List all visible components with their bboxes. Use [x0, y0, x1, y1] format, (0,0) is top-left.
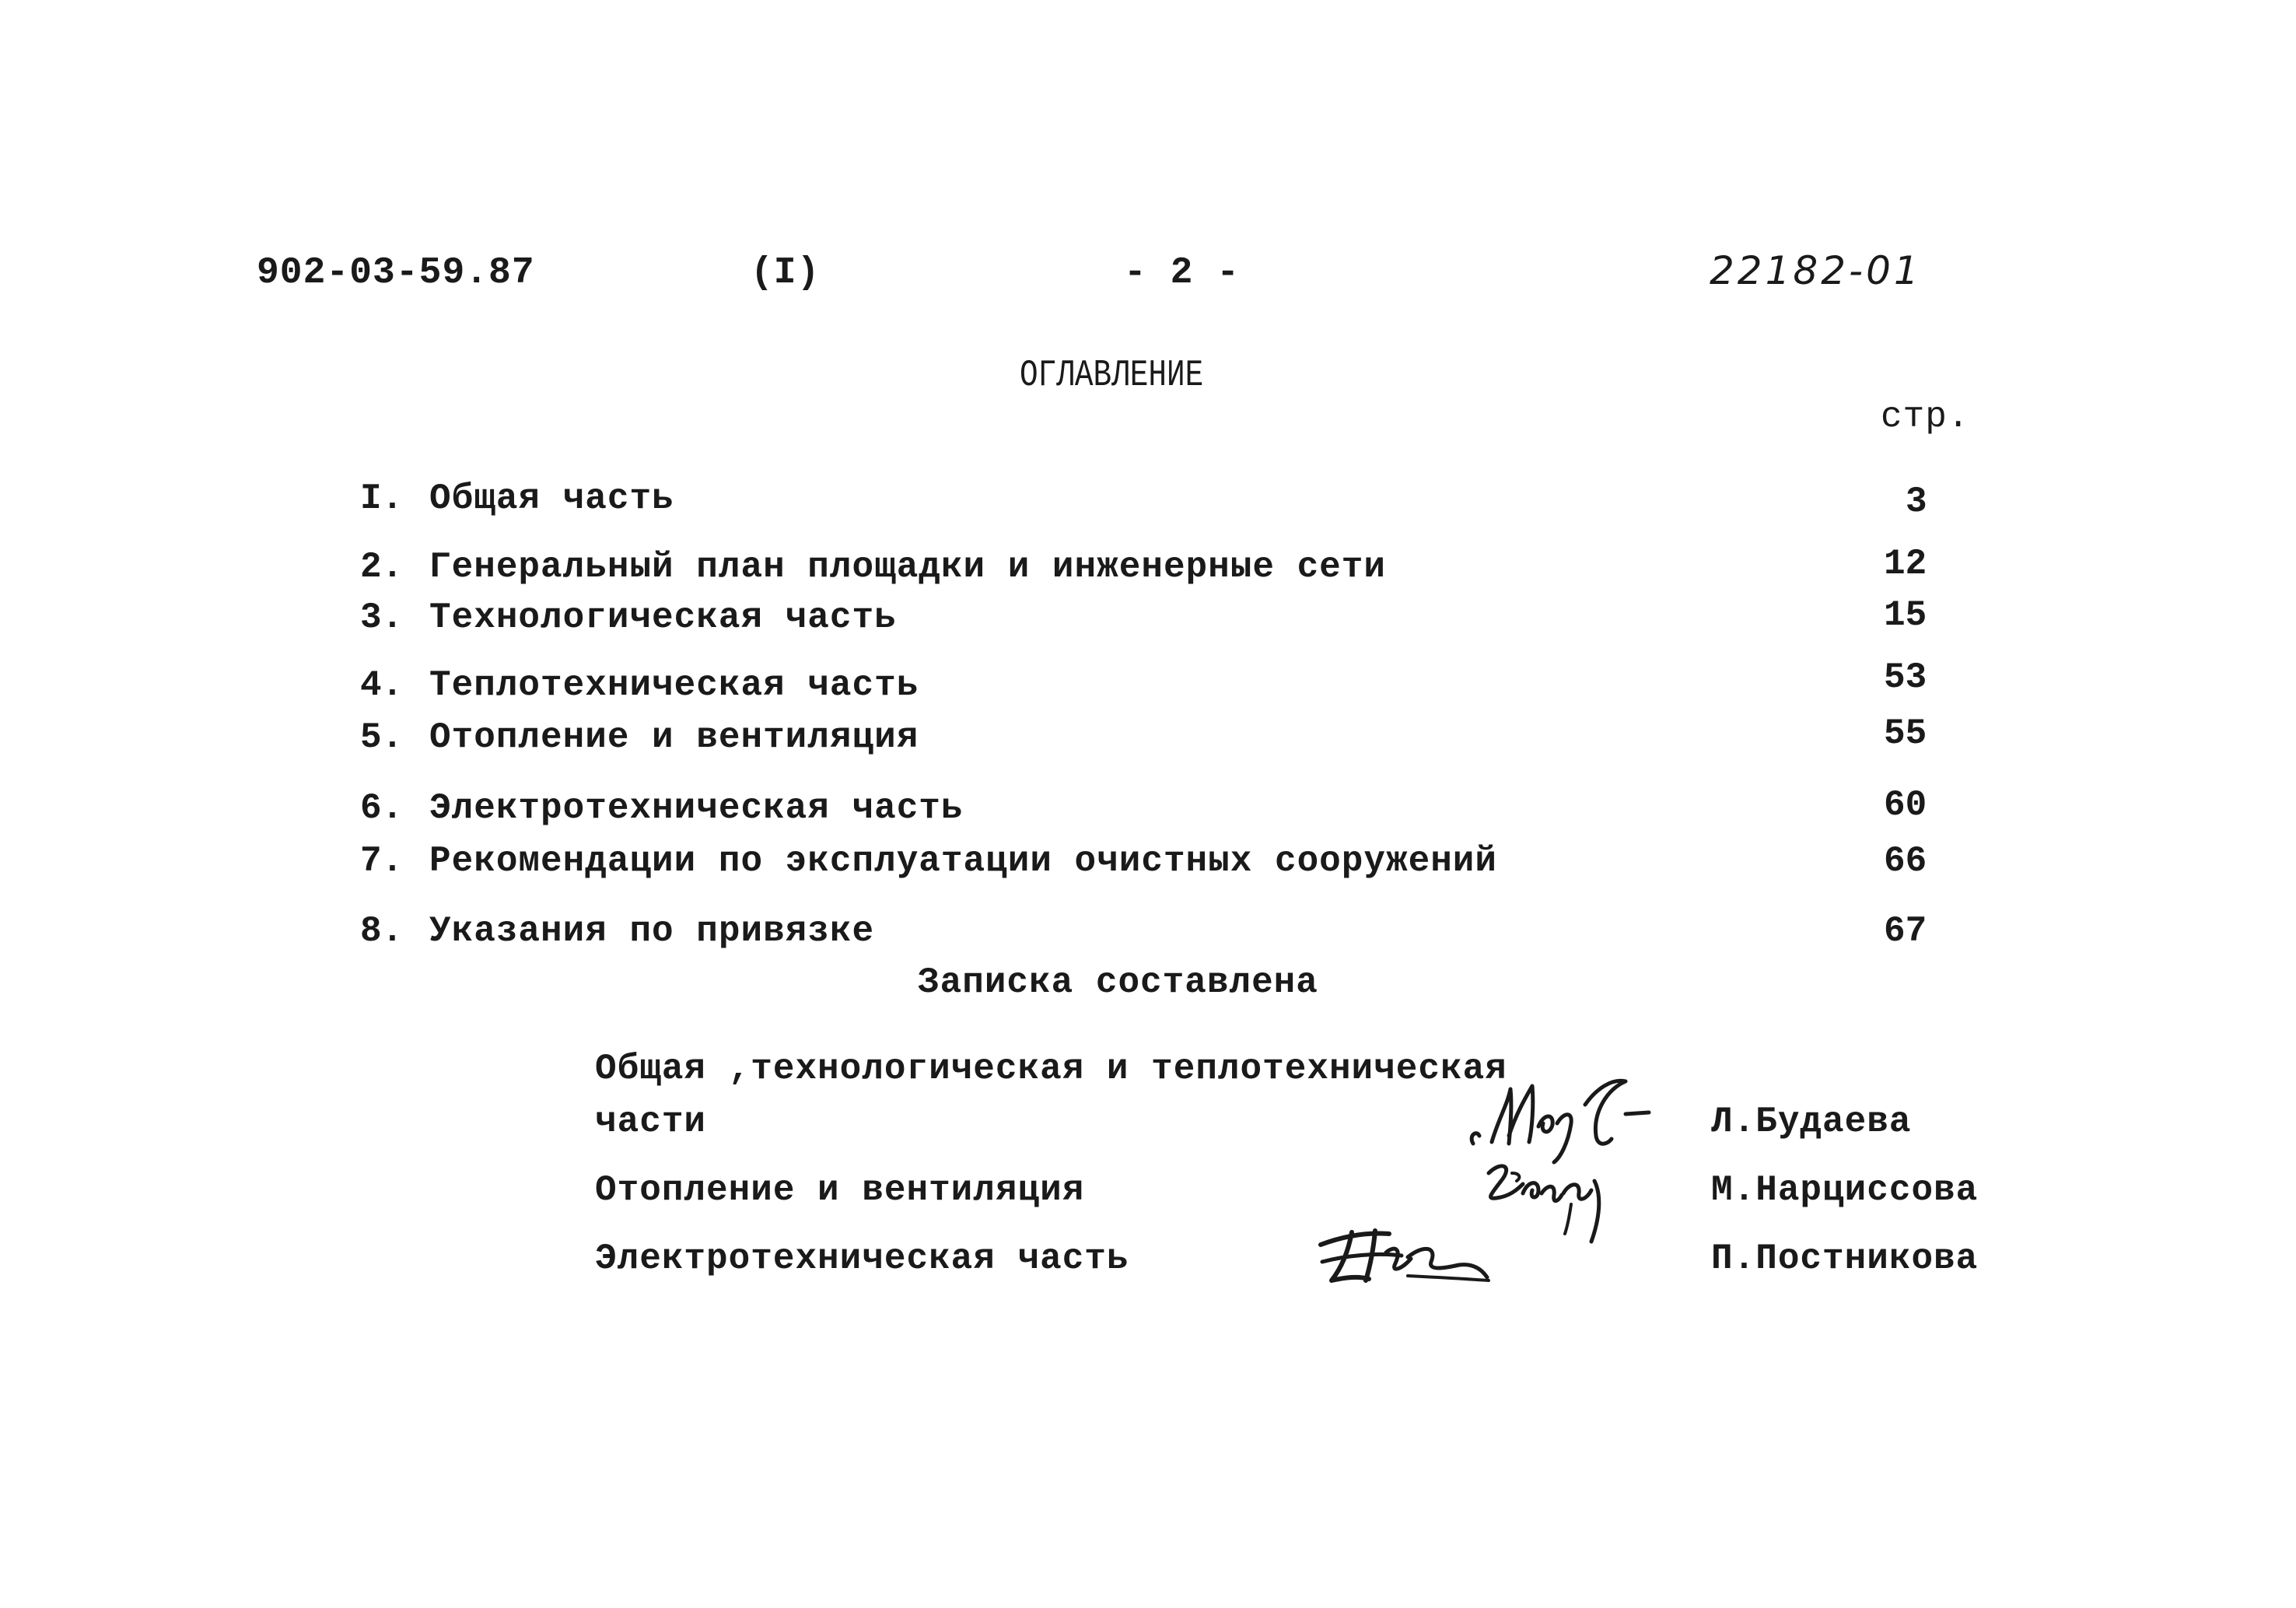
toc-entry-label: Электротехническая часть	[429, 788, 964, 829]
author-name: П.Постникова	[1711, 1238, 1979, 1279]
toc-entry-page: 66	[1884, 841, 1927, 881]
signature-nartsissova	[1478, 1150, 1618, 1251]
toc-entry-page: 12	[1884, 544, 1927, 584]
page-number: - 2 -	[1124, 252, 1241, 294]
doc-code: 902-03-59.87	[257, 252, 535, 294]
toc-title: ОГЛАВЛЕНИЕ	[1020, 355, 1204, 397]
toc-entry-page: 3	[1906, 482, 1927, 522]
toc-entry-number: 5.	[360, 717, 404, 758]
toc-entry-label: Указания по привязке	[429, 911, 875, 951]
inventory-code: 22182-01	[1710, 248, 1922, 293]
author-section-label: Отопление и вентиляция	[595, 1170, 1085, 1210]
toc-entry-page: 55	[1884, 713, 1927, 754]
signature-postnikova	[1314, 1221, 1493, 1291]
author-name: Л.Будаева	[1711, 1102, 1912, 1142]
toc-entry-label: Теплотехническая часть	[429, 665, 919, 706]
toc-entry-label: Генеральный план площадки и инженерные сети	[429, 547, 1386, 587]
toc-entry-number: 2.	[360, 547, 404, 587]
toc-entry-label: Общая часть	[429, 478, 674, 519]
author-name: М.Нарциссова	[1711, 1170, 1979, 1210]
toc-entry-number: 8.	[360, 911, 404, 951]
author-section-label: Общая ,технологическая и теплотехническая	[595, 1049, 1507, 1089]
toc-entry-number: 7.	[360, 841, 404, 881]
toc-entry-label: Рекомендации по эксплуатации очистных сооружений	[429, 841, 1498, 881]
toc-entry-page: 67	[1884, 911, 1927, 951]
toc-entry-number: I.	[360, 478, 404, 519]
toc-entry-number: 6.	[360, 788, 404, 829]
volume-number: (I)	[751, 252, 821, 294]
author-section-label-cont: части	[595, 1102, 707, 1142]
toc-entry-label: Технологическая часть	[429, 597, 897, 638]
toc-entry-number: 3.	[360, 597, 404, 638]
toc-entry-number: 4.	[360, 665, 404, 706]
toc-entry-label: Отопление и вентиляция	[429, 717, 919, 758]
toc-entry-page: 53	[1884, 657, 1927, 698]
toc-entry-page: 15	[1884, 595, 1927, 636]
toc-entry-page: 60	[1884, 785, 1927, 825]
authors-heading: Записка составлена	[918, 962, 1318, 1003]
author-section-label: Электротехническая часть	[595, 1238, 1129, 1279]
page-column-label: стр.	[1881, 397, 1970, 437]
